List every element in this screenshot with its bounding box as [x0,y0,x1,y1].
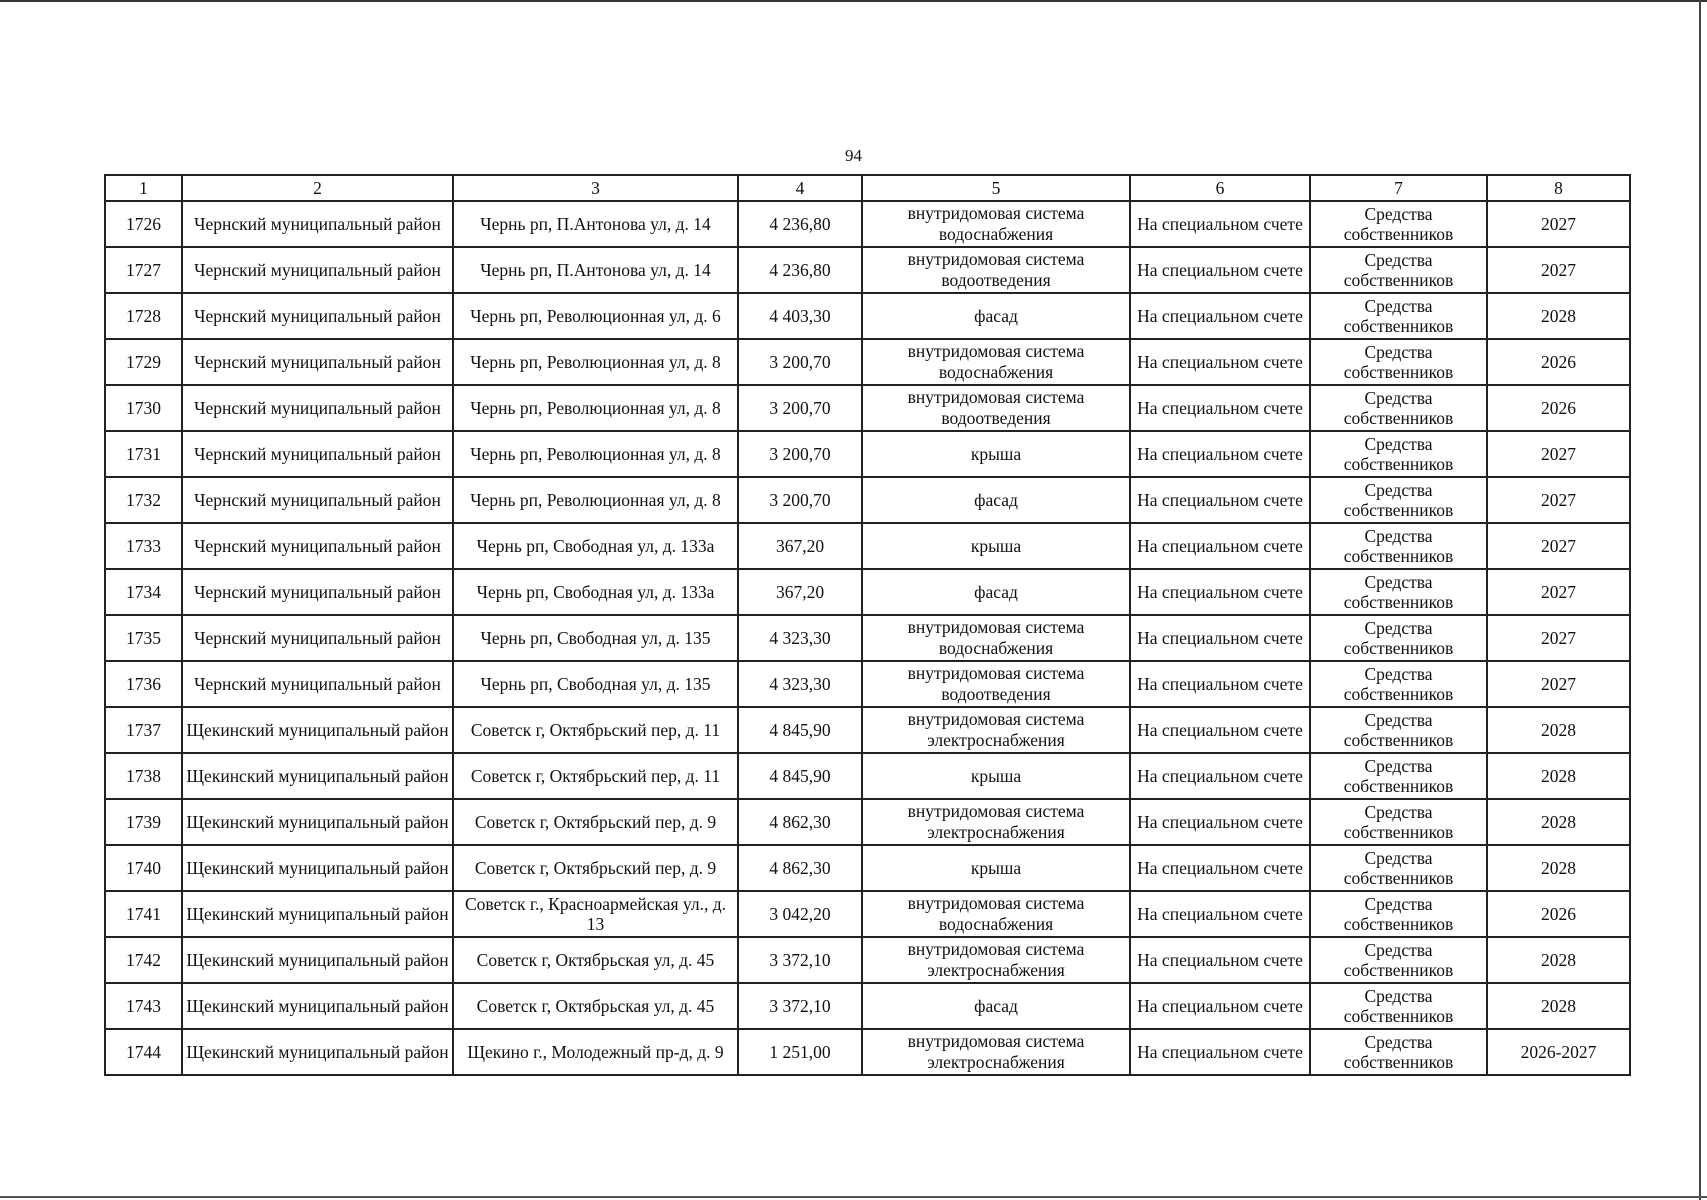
table-row [105,615,1630,661]
cell-area: 367,20 [738,523,862,569]
cell-address: Советск г, Октябрьская ул, д. 45 [453,983,738,1029]
cell-row-number: 1744 [105,1029,182,1075]
cell-row-number: 1729 [105,339,182,385]
cell-work-type: фасад [862,569,1130,615]
table-row [105,845,1630,891]
cell-fund-account: На специальном счете [1130,201,1310,247]
cell-address: Чернь рп, Свободная ул, д. 133а [453,523,738,569]
cell-address: Советск г, Октябрьская ул, д. 45 [453,937,738,983]
cell-municipality: Щекинский муниципальный район [182,1029,453,1075]
column-header-5: 5 [862,175,1130,201]
cell-row-number: 1730 [105,385,182,431]
cell-municipality: Чернский муниципальный район [182,661,453,707]
cell-fund-account: На специальном счете [1130,569,1310,615]
cell-year: 2026 [1487,385,1630,431]
cell-municipality: Чернский муниципальный район [182,569,453,615]
cell-fund-account: На специальном счете [1130,799,1310,845]
cell-municipality: Чернский муниципальный район [182,431,453,477]
table-row [105,937,1630,983]
cell-address: Чернь рп, Свободная ул, д. 133а [453,569,738,615]
column-header-8: 8 [1487,175,1630,201]
cell-year: 2027 [1487,661,1630,707]
cell-funding-source: Средства собственников [1310,661,1487,707]
cell-area: 4 323,30 [738,661,862,707]
cell-area: 367,20 [738,569,862,615]
cell-work-type: внутридомовая система водоотведения [862,247,1130,293]
cell-row-number: 1740 [105,845,182,891]
cell-work-type: крыша [862,845,1130,891]
cell-work-type: внутридомовая система водоотведения [862,661,1130,707]
cell-funding-source: Средства собственников [1310,431,1487,477]
cell-funding-source: Средства собственников [1310,477,1487,523]
cell-fund-account: На специальном счете [1130,615,1310,661]
cell-area: 4 862,30 [738,845,862,891]
table-row [105,569,1630,615]
cell-work-type: внутридомовая система электроснабжения [862,707,1130,753]
cell-year: 2027 [1487,477,1630,523]
cell-funding-source: Средства собственников [1310,983,1487,1029]
table-row [105,293,1630,339]
cell-funding-source: Средства собственников [1310,339,1487,385]
cell-fund-account: На специальном счете [1130,661,1310,707]
cell-area: 4 236,80 [738,201,862,247]
cell-area: 3 372,10 [738,983,862,1029]
cell-area: 3 200,70 [738,477,862,523]
cell-row-number: 1734 [105,569,182,615]
cell-year: 2028 [1487,937,1630,983]
cell-funding-source: Средства собственников [1310,707,1487,753]
cell-work-type: крыша [862,523,1130,569]
cell-address: Советск г, Октябрьский пер, д. 11 [453,707,738,753]
cell-year: 2028 [1487,845,1630,891]
cell-funding-source: Средства собственников [1310,385,1487,431]
cell-address: Щекино г., Молодежный пр-д, д. 9 [453,1029,738,1075]
cell-year: 2028 [1487,753,1630,799]
table-row [105,385,1630,431]
cell-funding-source: Средства собственников [1310,1029,1487,1075]
cell-year: 2027 [1487,201,1630,247]
cell-work-type: внутридомовая система водоснабжения [862,339,1130,385]
column-header-7: 7 [1310,175,1487,201]
cell-work-type: внутридомовая система электроснабжения [862,1029,1130,1075]
table-row [105,477,1630,523]
cell-fund-account: На специальном счете [1130,247,1310,293]
cell-work-type: внутридомовая система водоотведения [862,385,1130,431]
cell-funding-source: Средства собственников [1310,569,1487,615]
cell-fund-account: На специальном счете [1130,753,1310,799]
cell-address: Чернь рп, Революционная ул, д. 6 [453,293,738,339]
cell-row-number: 1742 [105,937,182,983]
cell-area: 3 372,10 [738,937,862,983]
scan-edge-right [1699,0,1701,1200]
table-row [105,661,1630,707]
cell-year: 2027 [1487,615,1630,661]
table-row [105,799,1630,845]
cell-area: 4 323,30 [738,615,862,661]
cell-funding-source: Средства собственников [1310,799,1487,845]
cell-fund-account: На специальном счете [1130,845,1310,891]
cell-address: Чернь рп, Свободная ул, д. 135 [453,615,738,661]
cell-work-type: фасад [862,293,1130,339]
cell-work-type: фасад [862,477,1130,523]
cell-address: Советск г, Октябрьский пер, д. 11 [453,753,738,799]
cell-row-number: 1732 [105,477,182,523]
cell-address: Советск г, Октябрьский пер, д. 9 [453,845,738,891]
cell-area: 3 200,70 [738,431,862,477]
cell-fund-account: На специальном счете [1130,707,1310,753]
cell-row-number: 1737 [105,707,182,753]
cell-row-number: 1726 [105,201,182,247]
cell-work-type: фасад [862,983,1130,1029]
column-number-row [105,175,1630,201]
cell-funding-source: Средства собственников [1310,615,1487,661]
cell-fund-account: На специальном счете [1130,523,1310,569]
cell-row-number: 1733 [105,523,182,569]
cell-funding-source: Средства собственников [1310,201,1487,247]
cell-area: 4 862,30 [738,799,862,845]
cell-area: 4 236,80 [738,247,862,293]
cell-year: 2027 [1487,523,1630,569]
cell-municipality: Чернский муниципальный район [182,477,453,523]
cell-municipality: Чернский муниципальный район [182,339,453,385]
repair-schedule-table [104,174,1631,1076]
cell-fund-account: На специальном счете [1130,891,1310,937]
cell-row-number: 1731 [105,431,182,477]
cell-row-number: 1741 [105,891,182,937]
cell-address: Чернь рп, П.Антонова ул, д. 14 [453,247,738,293]
column-header-3: 3 [453,175,738,201]
column-header-6: 6 [1130,175,1310,201]
cell-year: 2026 [1487,891,1630,937]
cell-work-type: крыша [862,431,1130,477]
cell-year: 2028 [1487,707,1630,753]
cell-municipality: Щекинский муниципальный район [182,707,453,753]
cell-address: Советск г, Октябрьский пер, д. 9 [453,799,738,845]
cell-municipality: Щекинский муниципальный район [182,983,453,1029]
cell-funding-source: Средства собственников [1310,293,1487,339]
cell-row-number: 1727 [105,247,182,293]
cell-year: 2028 [1487,799,1630,845]
cell-address: Чернь рп, Революционная ул, д. 8 [453,431,738,477]
cell-municipality: Щекинский муниципальный район [182,753,453,799]
cell-area: 4 845,90 [738,753,862,799]
scan-edge-top [0,0,1707,2]
cell-year: 2027 [1487,431,1630,477]
table-row [105,753,1630,799]
cell-work-type: внутридомовая система водоснабжения [862,615,1130,661]
cell-row-number: 1743 [105,983,182,1029]
cell-municipality: Щекинский муниципальный район [182,937,453,983]
cell-area: 3 042,20 [738,891,862,937]
cell-year: 2028 [1487,293,1630,339]
cell-work-type: внутридомовая система водоснабжения [862,891,1130,937]
cell-fund-account: На специальном счете [1130,339,1310,385]
table-body [105,201,1630,1075]
page-number: 94 [845,146,862,165]
cell-funding-source: Средства собственников [1310,753,1487,799]
cell-fund-account: На специальном счете [1130,385,1310,431]
cell-row-number: 1738 [105,753,182,799]
cell-row-number: 1735 [105,615,182,661]
table-row [105,523,1630,569]
cell-address: Чернь рп, Свободная ул, д. 135 [453,661,738,707]
cell-municipality: Чернский муниципальный район [182,247,453,293]
cell-work-type: крыша [862,753,1130,799]
cell-municipality: Щекинский муниципальный район [182,891,453,937]
cell-area: 1 251,00 [738,1029,862,1075]
cell-work-type: внутридомовая система водоснабжения [862,201,1130,247]
cell-area: 3 200,70 [738,385,862,431]
cell-year: 2026-2027 [1487,1029,1630,1075]
cell-address: Советск г., Красноармейская ул., д. 13 [453,891,738,937]
cell-year: 2028 [1487,983,1630,1029]
cell-municipality: Чернский муниципальный район [182,385,453,431]
cell-municipality: Щекинский муниципальный район [182,799,453,845]
cell-row-number: 1736 [105,661,182,707]
cell-fund-account: На специальном счете [1130,983,1310,1029]
table-row [105,707,1630,753]
cell-municipality: Чернский муниципальный район [182,523,453,569]
table-row [105,201,1630,247]
table-row [105,339,1630,385]
cell-address: Чернь рп, Революционная ул, д. 8 [453,385,738,431]
cell-row-number: 1739 [105,799,182,845]
table-row [105,1029,1630,1075]
column-header-2: 2 [182,175,453,201]
cell-funding-source: Средства собственников [1310,845,1487,891]
cell-municipality: Чернский муниципальный район [182,615,453,661]
cell-fund-account: На специальном счете [1130,477,1310,523]
cell-year: 2026 [1487,339,1630,385]
cell-municipality: Чернский муниципальный район [182,293,453,339]
cell-area: 4 845,90 [738,707,862,753]
cell-address: Чернь рп, Революционная ул, д. 8 [453,339,738,385]
cell-year: 2027 [1487,247,1630,293]
cell-fund-account: На специальном счете [1130,293,1310,339]
scan-edge-bottom [0,1196,1707,1198]
cell-area: 4 403,30 [738,293,862,339]
cell-fund-account: На специальном счете [1130,1029,1310,1075]
cell-fund-account: На специальном счете [1130,937,1310,983]
cell-funding-source: Средства собственников [1310,523,1487,569]
cell-row-number: 1728 [105,293,182,339]
cell-work-type: внутридомовая система электроснабжения [862,937,1130,983]
cell-area: 3 200,70 [738,339,862,385]
table-row [105,891,1630,937]
cell-municipality: Чернский муниципальный район [182,201,453,247]
cell-funding-source: Средства собственников [1310,891,1487,937]
column-header-4: 4 [738,175,862,201]
cell-address: Чернь рп, П.Антонова ул, д. 14 [453,201,738,247]
cell-address: Чернь рп, Революционная ул, д. 8 [453,477,738,523]
table-row [105,983,1630,1029]
cell-funding-source: Средства собственников [1310,247,1487,293]
column-header-1: 1 [105,175,182,201]
cell-municipality: Щекинский муниципальный район [182,845,453,891]
table-row [105,431,1630,477]
cell-year: 2027 [1487,569,1630,615]
cell-work-type: внутридомовая система электроснабжения [862,799,1130,845]
cell-fund-account: На специальном счете [1130,431,1310,477]
table-row [105,247,1630,293]
cell-funding-source: Средства собственников [1310,937,1487,983]
